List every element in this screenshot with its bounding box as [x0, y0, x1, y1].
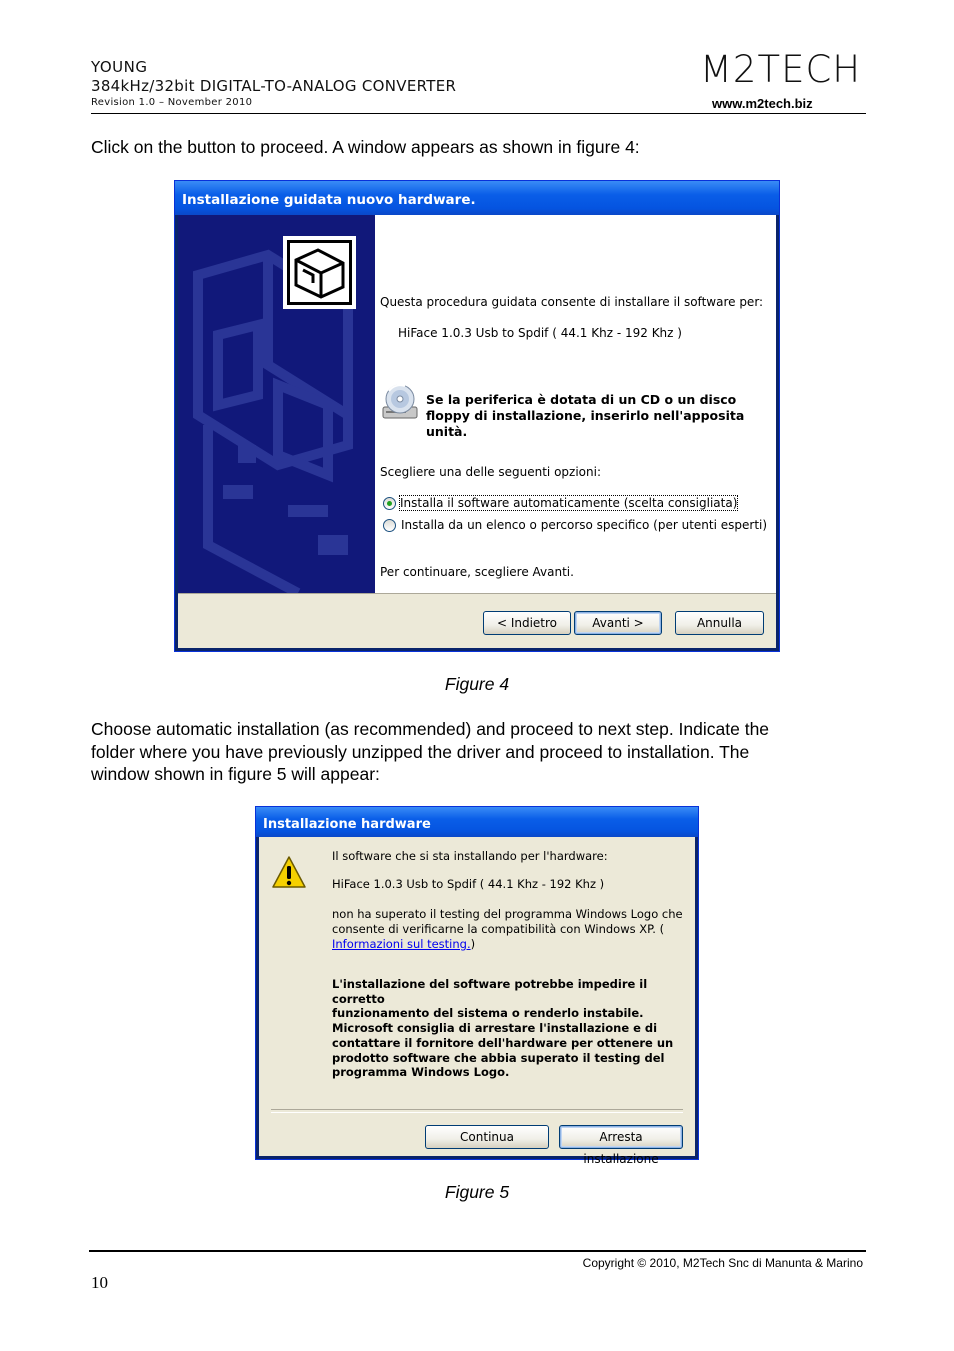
device-name: HiFace 1.0.3 Usb to Spdif ( 44.1 Khz - 192 Khz ): [398, 326, 682, 340]
testing-info-link[interactable]: Informazioni sul testing.: [332, 937, 471, 951]
header-divider: [91, 113, 866, 114]
cancel-button[interactable]: Annulla: [675, 611, 764, 635]
hardware-install-dialog: [255, 806, 699, 1166]
website: www.m2tech.biz: [712, 96, 813, 111]
dialog-body: [259, 837, 695, 1166]
wizard-window: [174, 180, 780, 652]
product-subtitle: 384kHz/32bit DIGITAL-TO-ANALOG CONVERTER: [91, 77, 457, 95]
wizard-intro: Questa procedura guidata consente di installare il software per:: [380, 295, 764, 309]
choose-label: Scegliere una delle seguenti opzioni:: [380, 465, 601, 479]
wizard-title-bar: Installazione guidata nuovo hardware.: [175, 181, 779, 215]
product-name: YOUNG: [91, 58, 148, 76]
document-header: [91, 58, 456, 109]
intro-paragraph: Click on the button to proceed. A window appears as shown in figure 4:: [91, 137, 640, 157]
m2tech-logo: M2TECH: [700, 48, 862, 91]
dialog-warning-text: L'installazione del software potrebbe impedire il corretto funzionamento del sistema o renderlo instabile. Microsoft consiglia di arrestare l'installazione e di contattare il fornitore dell'hardware per ottenere un prodotto software che abbia superato il testing del programma Windows Logo.: [332, 977, 674, 1080]
revision: Revision 1.0 – November 2010: [91, 97, 253, 108]
middle-paragraph: Choose automatic installation (as recommended) and proceed to next step. Indicate the folder where you have previously unzipped the driver and proceed to installation. The window shown in figure 5 will appear:: [91, 719, 770, 784]
wizard-footer: [178, 593, 776, 648]
option-manual-radio[interactable]: [383, 519, 396, 532]
dialog-title-bar: Installazione hardware: [256, 807, 698, 837]
option-auto-label[interactable]: Installa il software automaticamente (scelta consigliata): [400, 496, 738, 510]
stop-installation-button[interactable]: Arresta installazione: [559, 1125, 683, 1149]
cd-drive-icon: [381, 383, 419, 423]
option-auto-radio[interactable]: [383, 497, 396, 510]
page-number: 10: [91, 1273, 108, 1292]
footer-divider: [89, 1250, 866, 1252]
dialog-logo-text: non ha superato il testing del programma Windows Logo che consente di verificarne la compatibilità con Windows XP. ( Informazioni sul testing.): [332, 907, 683, 951]
hardware-illustration-icon: [178, 215, 375, 593]
warning-icon: [271, 855, 307, 891]
copyright: Copyright © 2010, M2Tech Snc di Manunta & Marino: [582, 1256, 863, 1270]
continue-hint: Per continuare, scegliere Avanti.: [380, 565, 574, 579]
back-button[interactable]: < Indietro: [483, 611, 571, 635]
option-manual-label[interactable]: Installa da un elenco o percorso specifico (per utenti esperti): [401, 518, 768, 532]
figure4-caption: Figure 4: [444, 674, 510, 694]
continue-button[interactable]: Continua: [425, 1125, 549, 1149]
cd-note: Se la periferica è dotata di un CD o un disco floppy di installazione, inserirlo nell'apposita unità.: [426, 392, 745, 439]
figure5-caption: Figure 5: [444, 1182, 510, 1202]
wizard-content: [375, 215, 776, 593]
dialog-line1: Il software che si sta installando per l'hardware:: [332, 849, 608, 863]
dialog-separator: [271, 1109, 683, 1113]
dialog-device: HiFace 1.0.3 Usb to Spdif ( 44.1 Khz - 192 Khz ): [332, 877, 605, 891]
next-button[interactable]: Avanti >: [574, 611, 662, 635]
wizard-side-graphic: [178, 215, 375, 593]
